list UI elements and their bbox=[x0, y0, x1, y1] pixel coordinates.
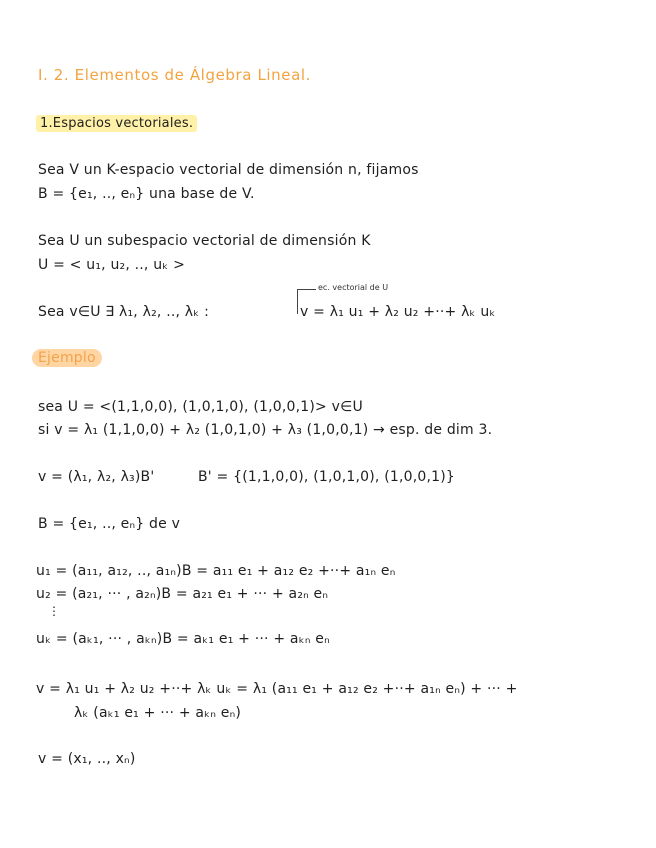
text-line-2: B = {e₁, .., eₙ} una base de V. bbox=[38, 186, 255, 202]
text-line-8b: B' = {(1,1,0,0), (1,0,1,0), (1,0,0,1)} bbox=[198, 469, 456, 485]
text-line-11: u₂ = (a₂₁, ··· , a₂ₙ)B = a₂₁ e₁ + ··· + a₂ₙ eₙ bbox=[36, 586, 329, 602]
text-line-4: U = < u₁, u₂, .., uₖ > bbox=[38, 257, 186, 273]
annotation-note: ec. vectorial de U bbox=[318, 283, 389, 292]
vector-equation: v = λ₁ u₁ + λ₂ u₂ +··+ λₖ uₖ bbox=[300, 304, 496, 320]
section-heading-text: 1.Espacios vectoriales. bbox=[36, 115, 197, 132]
text-line-5a: Sea v∈U ∃ λ₁, λ₂, .., λₖ : bbox=[38, 304, 210, 320]
text-line-9: B = {e₁, .., eₙ} de v bbox=[38, 516, 181, 532]
text-line-1: Sea V un K-espacio vectorial de dimensión n, fijamos bbox=[38, 162, 419, 178]
text-line-12: uₖ = (aₖ₁, ··· , aₖₙ)B = aₖ₁ e₁ + ··· + aₖₙ eₙ bbox=[36, 631, 330, 647]
page-title: I. 2. Elementos de Álgebra Lineal. bbox=[38, 66, 312, 84]
section-heading bbox=[36, 115, 197, 133]
text-line-3: Sea U un subespacio vectorial de dimensión K bbox=[38, 233, 371, 249]
text-line-13: v = λ₁ u₁ + λ₂ u₂ +··+ λₖ uₖ = λ₁ (a₁₁ e₁ + a₁₂ e₂ +··+ a₁ₙ eₙ) + ··· + bbox=[36, 681, 518, 697]
text-line-8a: v = (λ₁, λ₂, λ₃)B' bbox=[38, 469, 155, 485]
example-label: Ejemplo bbox=[32, 349, 102, 367]
text-line-14: λₖ (aₖ₁ e₁ + ··· + aₖₙ eₙ) bbox=[74, 705, 242, 721]
text-line-6: sea U = <(1,1,0,0), (1,0,1,0), (1,0,0,1)> v∈U bbox=[38, 399, 363, 415]
vertical-dots: ⋮ bbox=[48, 604, 60, 618]
example-heading bbox=[32, 349, 102, 367]
text-line-7: si v = λ₁ (1,1,0,0) + λ₂ (1,0,1,0) + λ₃ (1,0,0,1) → esp. de dim 3. bbox=[38, 422, 493, 438]
text-line-15: v = (x₁, .., xₙ) bbox=[38, 751, 136, 767]
text-line-10: u₁ = (a₁₁, a₁₂, .., a₁ₙ)B = a₁₁ e₁ + a₁₂ e₂ +··+ a₁ₙ eₙ bbox=[36, 563, 396, 579]
